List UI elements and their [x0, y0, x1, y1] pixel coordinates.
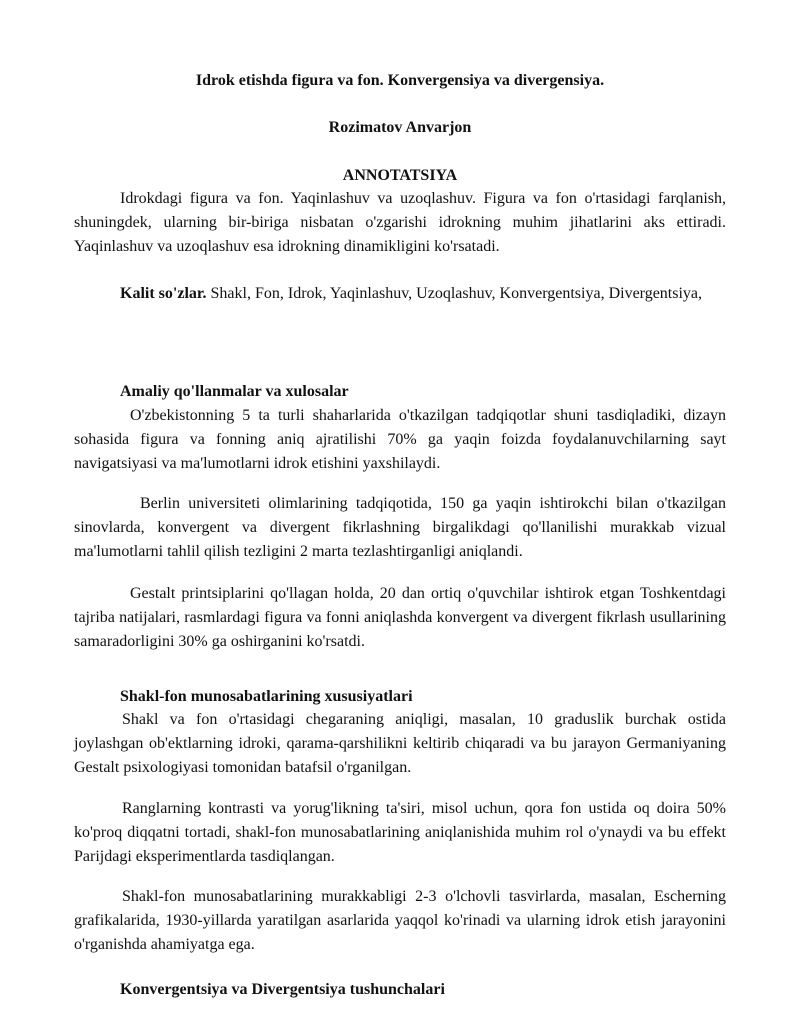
keywords-paragraph [74, 282, 726, 306]
paragraph-applications-3: Gestalt printsiplarini qo'llagan holda, 20 dan ortiq o'quvchilar ishtirok etgan Toshkentdagi tajriba natijalari, rasmlardagi figura va fonni aniqlashda konvergent va divergent fikrlash usullarining samaradorligini 30% ga oshirganini ko'rsatdi. [74, 585, 726, 650]
abstract-heading: ANNOTATSIYA [342, 167, 458, 184]
keywords-label: Kalit so'zlar. [120, 285, 207, 302]
paragraph-figure-ground-2: Ranglarning kontrasti va yorug'likning ta'siri, misol uchun, qora fon ustida oq doira 50% ko'proq diqqatni tortadi, shakl-fon munosabatlarining aniqlanishida muhim rol o'ynaydi va bu effekt Parijdagi eksperimentlarda tasdiqlangan. [74, 800, 726, 865]
section-heading-applications: Amaliy qo'llanmalar va xulosalar [120, 383, 349, 400]
paragraph-applications-2: Berlin universiteti olimlarining tadqiqotida, 150 ga yaqin ishtirokchi bilan o'tkazilgan sinovlarda, konvergent va divergent fikrlashning birgalikdagi qo'llanilishi murakkab vizual ma'lumotlarni tahlil qilish tezligini 2 marta tezlashtirganligi aniqlandi. [74, 495, 726, 560]
paragraph-figure-ground-3: Shakl-fon munosabatlarining murakkabligi 2-3 o'lchovli tasvirlarda, masalan, Escherning grafikalarida, 1930-yillarda yaratilgan asarlarida yaqqol ko'rinadi va ularning idrok etish jarayonini o'rganishda ahamiyatga ega. [74, 888, 726, 953]
abstract-paragraph: Idrokdagi figura va fon. Yaqinlashuv va uzoqlashuv. Figura va fon o'rtasidagi farqlanish, shuningdek, ularning bir-biriga nisbatan o'zgarishi idrokning muhim jihatlarini aks ettiradi. Yaqinlashuv va uzoqlashuv esa idrokning dinamikligini ko'rsatadi. [74, 190, 726, 255]
paragraph-applications-1: O'zbekistonning 5 ta turli shaharlarida o'tkazilgan tadqiqotlar shuni tasdiqladiki, dizayn sohasida figura va fonning aniq ajratilishi 70% ga yaqin foizda foydalanuvchilarning sayt navigatsiyasi va ma'lumotlarni idrok etishini yaxshilaydi. [74, 407, 726, 472]
section-heading-figure-ground: Shakl-fon munosabatlarining xususiyatlari [120, 688, 413, 705]
keywords-list: Shakl, Fon, Idrok, Yaqinlashuv, Uzoqlashuv, Konvergentsiya, Divergentsiya, [206, 285, 703, 302]
section-heading-convergence: Konvergentsiya va Divergentsiya tushunchalari [120, 981, 445, 998]
paragraph-figure-ground-1: Shakl va fon o'rtasidagi chegaraning aniqligi, masalan, 10 graduslik burchak ostida joylashgan ob'ektlarning idroki, qarama-qarshilikni keltirib chiqaradi va bu jarayon Germaniyaning Gestalt psixologiyasi tomonidan batafsil o'rganilgan. [74, 711, 726, 776]
document-author: Rozimatov Anvarjon [328, 119, 472, 136]
document-title: Idrok etishda figura va fon. Konvergensiya va divergensiya. [195, 72, 605, 89]
